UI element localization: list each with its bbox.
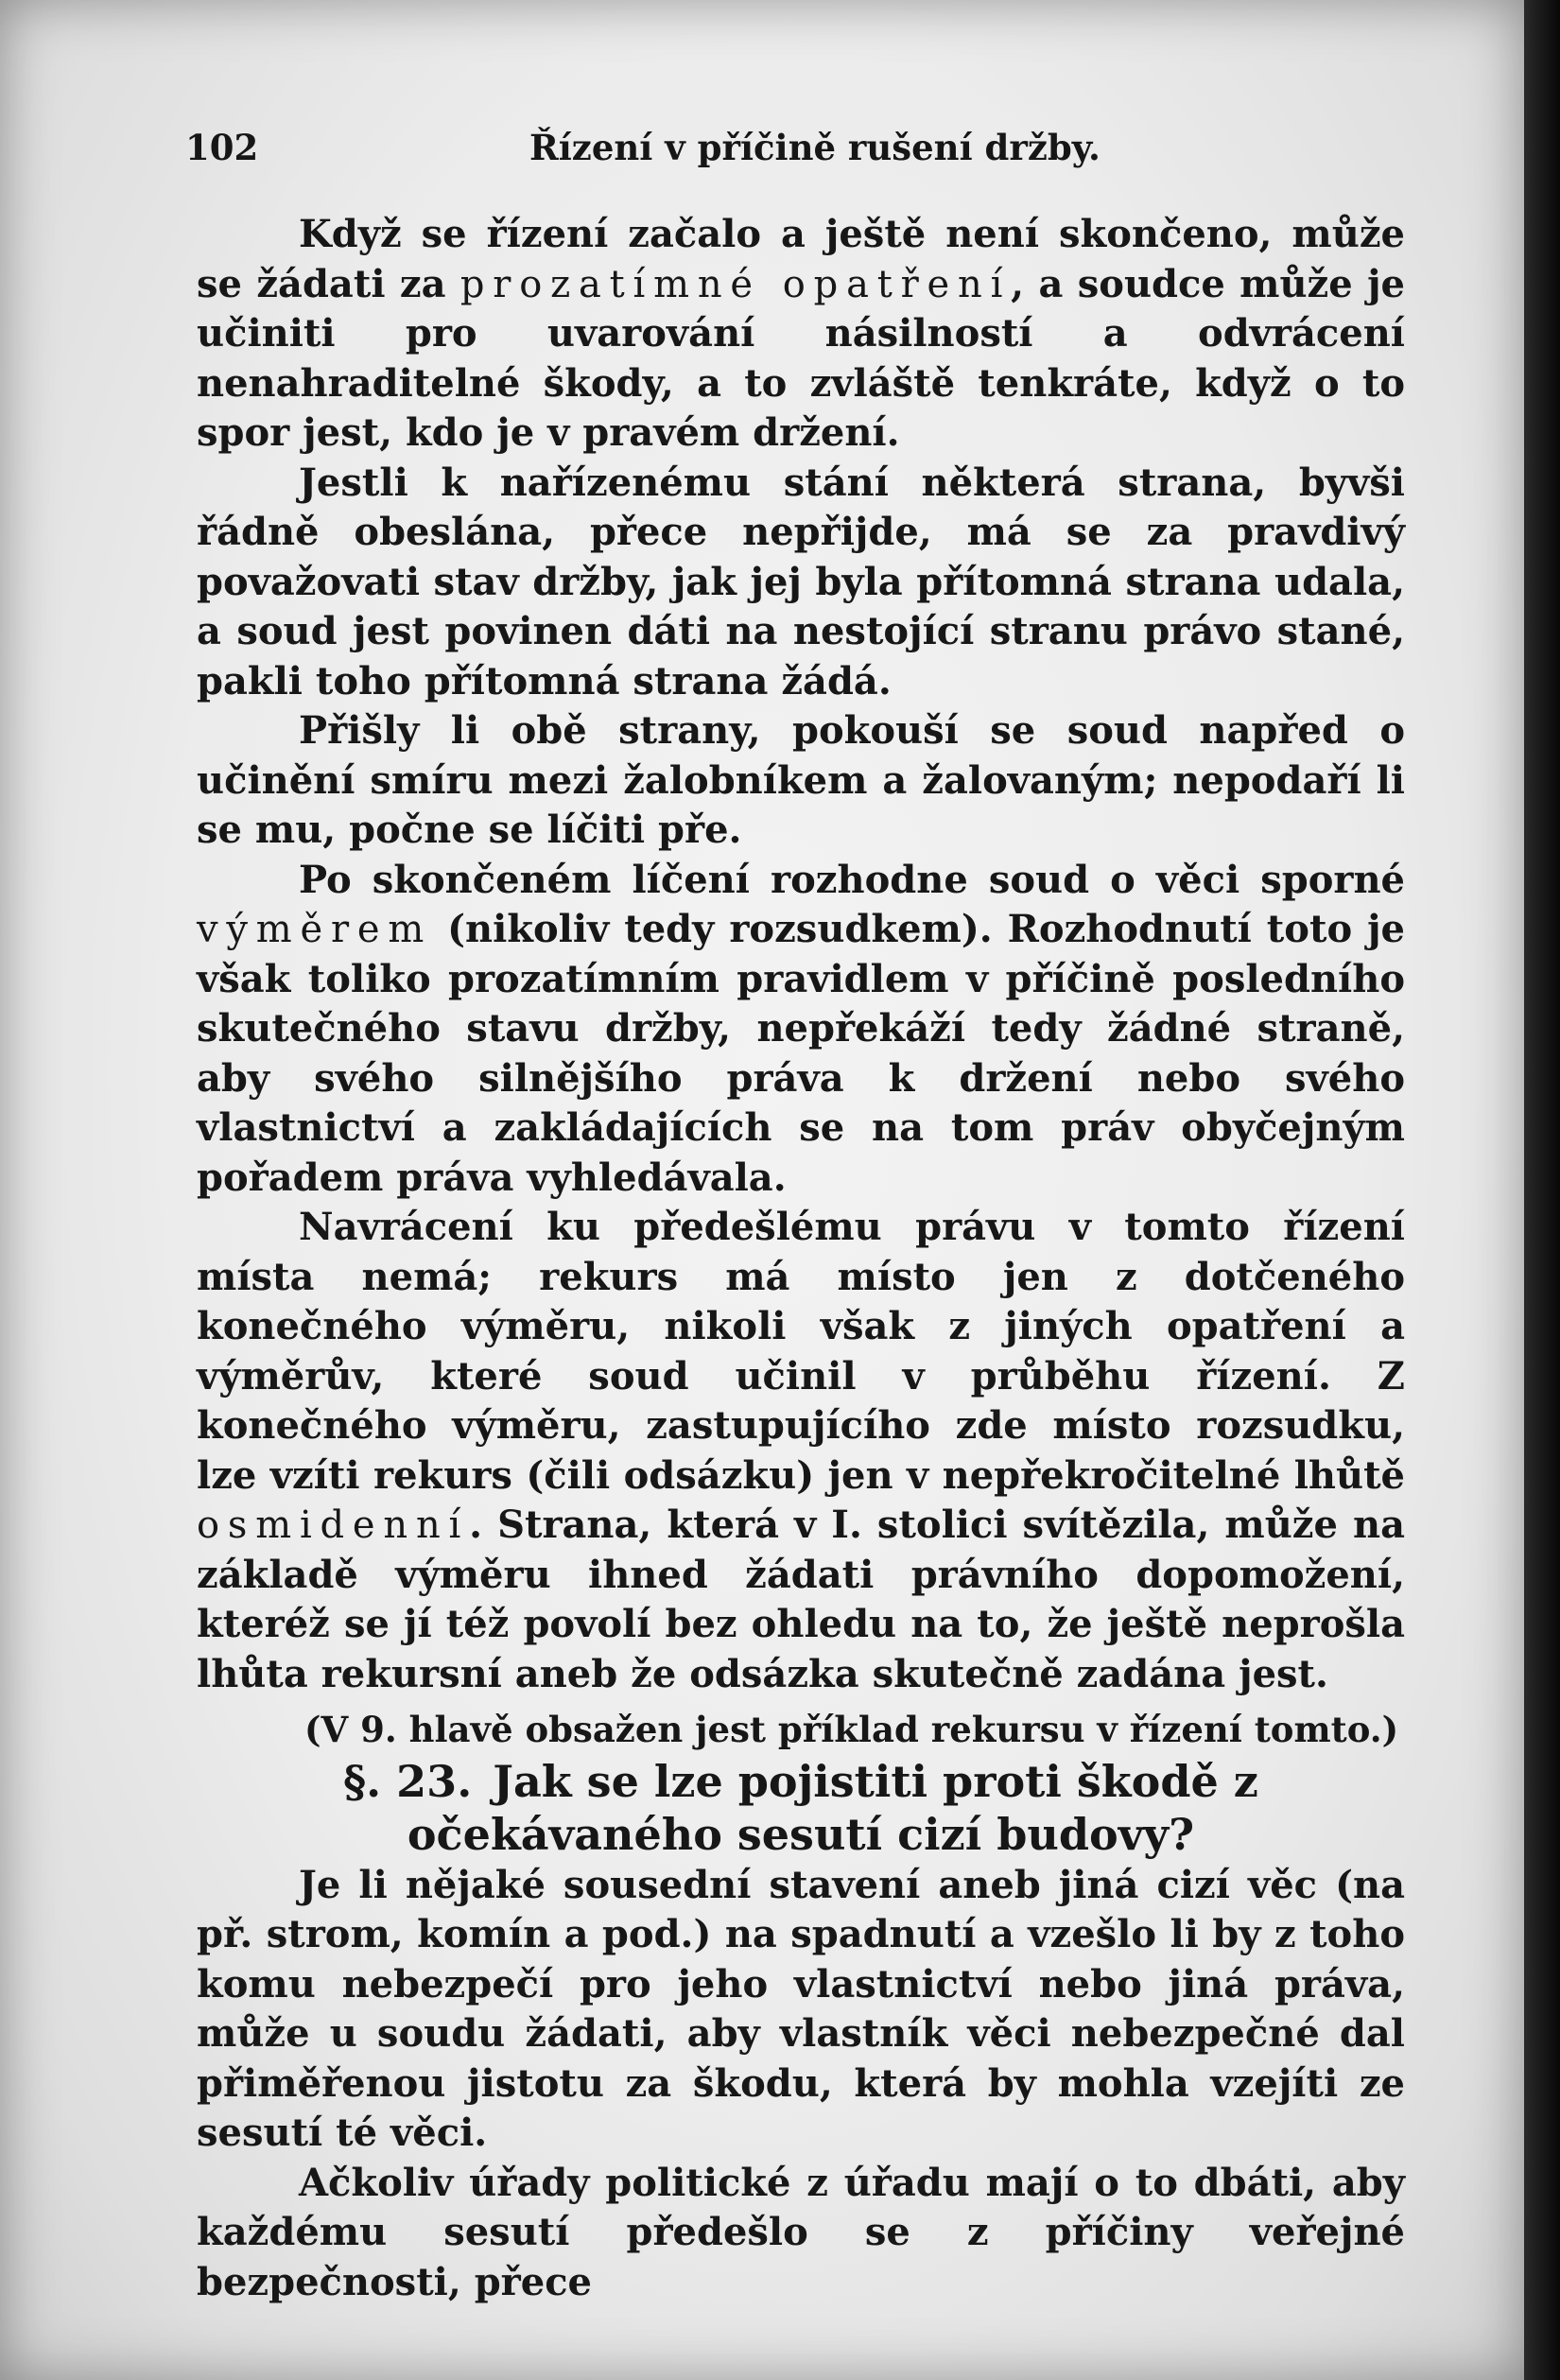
paragraph: Když se řízení začalo a ještě není skončeno, může se žádati za prozatímné opatření, a soudce může je učiniti pro uvarování násilností a odvrácení nenahraditelné škody, a to zvláště tenkráte, když o to spor jest, kdo je v pravém držení. xyxy=(197,212,1406,455)
page-header xyxy=(185,127,1358,176)
section-heading xyxy=(197,1755,1405,1861)
section-title: Jak se lze pojistiti proti škodě z očekávaného sesutí cizí budovy? xyxy=(407,1755,1258,1860)
footnote-paragraph: (V 9. hlavě obsažen jest příklad rekursu v řízení tomto.) xyxy=(304,1709,1399,1750)
emphasis-text: výměrem xyxy=(197,908,433,951)
section-number: §. 23. xyxy=(343,1755,473,1807)
emphasis-text: prozatímné opatření xyxy=(459,262,1012,306)
paragraph: Po skončeném líčení rozhodne soud o věci sporné výměrem (nikoliv tedy rozsudkem). Rozhodnutí toto je však toliko prozatímním pravidlem v příčině posledního skutečného stavu držby, nepřekáží tedy žádné straně, aby svého silnějšího práva k držení nebo svého vlastnictví a zakládajících se na tom práv obyčejným pořadem práva vyhledávala. xyxy=(197,857,1405,1200)
running-title: Řízení v příčině rušení držby. xyxy=(529,127,1101,168)
paragraph: Ačkoliv úřady politické z úřadu mají o to dbáti, aby každému sesutí předešlo se z příčiny veřejné bezpečnosti, přece xyxy=(197,2160,1405,2304)
body-text xyxy=(197,210,1405,2307)
paragraph: Je li nějaké sousední stavení aneb jiná cizí věc (na př. strom, komín a pod.) na spadnutí a vzešlo li by z toho komu nebezpečí pro jeho vlastnictví nebo jiná práva, může u soudu žádati, aby vlastník věci nebezpečné dal přiměřenou jistotu za škodu, která by mohla vzejíti ze sesutí té věci. xyxy=(197,1862,1405,2155)
emphasis-text: osmidenní xyxy=(197,1503,470,1547)
paragraph: Přišly li obě strany, pokouší se soud napřed o učinění smíru mezi žalobníkem a žalovaným; nepodaří li se mu, počne se líčiti pře. xyxy=(197,708,1405,852)
paragraph: Navrácení ku předešlému právu v tomto řízení místa nemá; rekurs má místo jen z dotčeného konečného výměru, nikoli však z jiných opatření a výměrův, které soud učinil v průběhu řízení. Z konečného výměru, zastupujícího zde místo rozsudku, lze vzíti rekurs (čili odsázku) jen v nepřekročitelné lhůtě osmidenní. Strana, která v I. stolici svítězila, může na základě výměru ihned žádati právního dopomožení, kteréž se jí též povolí bez ohledu na to, že ještě neprošla lhůta rekursní aneb že odsázka skutečně zadána jest. xyxy=(197,1205,1405,1696)
paragraph: Jestli k nařízenému stání některá strana, byvši řádně obeslána, přece nepřijde, má se za pravdivý považovati stav držby, jak jej byla přítomná strana udala, a soud jest povinen dáti na nestojící stranu právo stané, pakli toho přítomná strana žádá. xyxy=(197,460,1405,704)
page-number: 102 xyxy=(185,127,259,168)
scan-edge xyxy=(1524,0,1560,2380)
